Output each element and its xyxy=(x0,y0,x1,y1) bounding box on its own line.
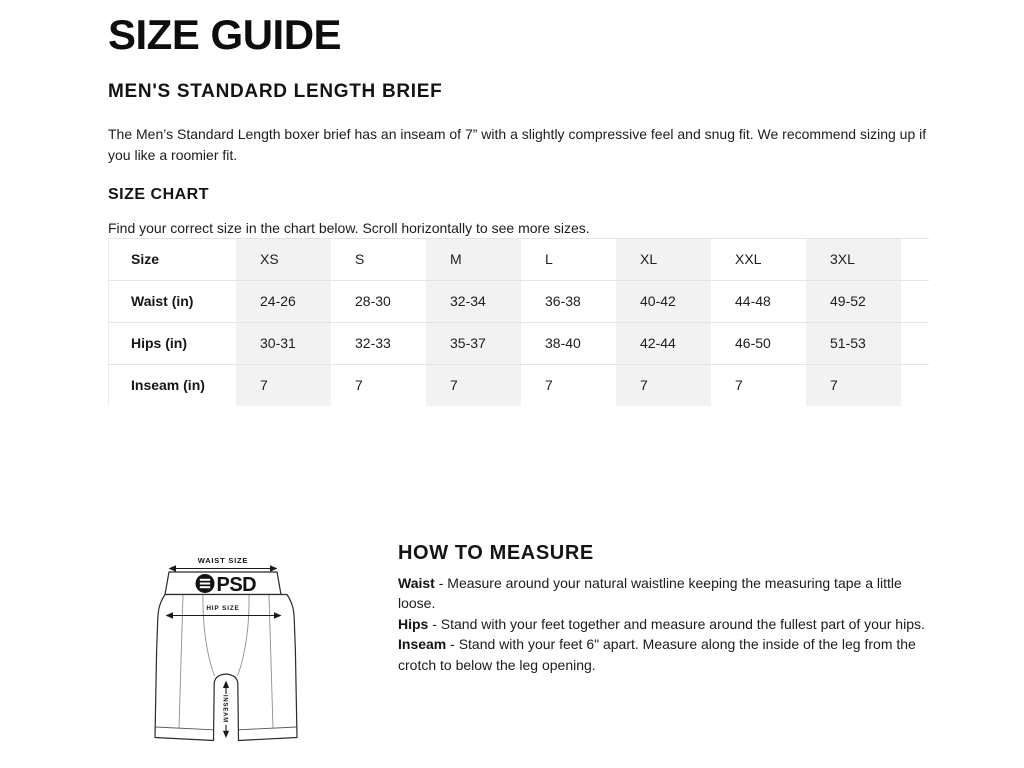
inseam-cell-3xl: 7 xyxy=(806,364,901,406)
column-header-s: S xyxy=(331,238,426,280)
row-label-hips: Hips (in) xyxy=(109,322,236,364)
waist-size-label: WAIST SIZE xyxy=(197,555,249,565)
hips-cell-s: 32-33 xyxy=(331,322,426,364)
waist-cell-xxl: 44-48 xyxy=(711,280,806,322)
column-header-clipped xyxy=(901,238,929,280)
inseam-cell-xl: 7 xyxy=(616,364,711,406)
diagram-column xyxy=(108,542,398,751)
hips-cell-3xl: 51-53 xyxy=(806,322,901,364)
column-header-xs: XS xyxy=(236,238,331,280)
measure-item-waist xyxy=(398,573,928,614)
measure-desc-hips: Stand with your feet together and measure around the fullest part of your hips. xyxy=(440,615,925,632)
inseam-cell-xs: 7 xyxy=(236,364,331,406)
column-header-3xl: 3XL xyxy=(806,238,901,280)
waist-cell-xs: 24-26 xyxy=(236,280,331,322)
page-title: SIZE GUIDE xyxy=(108,11,342,58)
waist-cell-xl: 40-42 xyxy=(616,280,711,322)
measure-separator: - xyxy=(428,615,441,632)
product-heading: MEN'S STANDARD LENGTH BRIEF xyxy=(108,81,443,102)
column-header-xl: XL xyxy=(616,238,711,280)
how-to-measure-section xyxy=(108,542,928,751)
measure-desc-waist: Measure around your natural waistline keeping the measuring tape a little loose. xyxy=(398,574,902,612)
briefs-measurement-diagram xyxy=(150,551,310,751)
row-label-inseam: Inseam (in) xyxy=(109,364,236,406)
hips-cell-xl: 42-44 xyxy=(616,322,711,364)
inseam-cell-m: 7 xyxy=(426,364,521,406)
size-table-scroll-area[interactable] xyxy=(108,238,929,406)
table-row-inseam xyxy=(109,364,929,406)
hips-cell-m: 35-37 xyxy=(426,322,521,364)
waist-cell-m: 32-34 xyxy=(426,280,521,322)
waist-arrow xyxy=(169,565,278,571)
measure-separator: - xyxy=(434,574,448,591)
hips-cell-l: 38-40 xyxy=(521,322,616,364)
table-header-row xyxy=(109,238,929,280)
table-row-hips xyxy=(109,322,929,364)
measure-item-hips xyxy=(398,614,928,635)
inseam-cell-l: 7 xyxy=(521,364,616,406)
inseam-label: INSEAM xyxy=(221,694,228,723)
size-table xyxy=(109,238,929,406)
how-to-measure-heading: HOW TO MEASURE xyxy=(398,541,594,564)
inseam-cell-s: 7 xyxy=(331,364,426,406)
row-label-waist: Waist (in) xyxy=(109,280,236,322)
hips-cell-xxl: 46-50 xyxy=(711,322,806,364)
product-description: The Men’s Standard Length boxer brief has an inseam of 7” with a slightly compressive feel and snug fit. We recommend sizing up if you like a roomier fit. xyxy=(108,125,927,163)
measure-term-hips: Hips xyxy=(398,615,429,632)
size-chart-heading: SIZE CHART xyxy=(108,185,209,203)
size-chart-instruction: Find your correct size in the chart below. Scroll horizontally to see more sizes. xyxy=(108,219,590,236)
column-header-xxl: XXL xyxy=(711,238,806,280)
psd-logo-text: PSD xyxy=(216,573,257,596)
measure-item-inseam xyxy=(398,634,928,675)
measure-term-waist: Waist xyxy=(398,574,435,591)
size-guide-page xyxy=(108,0,928,751)
hips-cell-xs: 30-31 xyxy=(236,322,331,364)
column-header-m: M xyxy=(426,238,521,280)
column-header-l: L xyxy=(521,238,616,280)
measure-desc-inseam: Stand with your feet 6" apart. Measure along the inside of the leg from the crotch to below the leg opening. xyxy=(398,636,916,673)
hip-size-label: HIP SIZE xyxy=(206,604,240,612)
size-header-label: Size xyxy=(109,238,236,280)
inseam-cell-clipped xyxy=(901,364,929,406)
hips-cell-clipped xyxy=(901,322,929,364)
inseam-cell-xxl: 7 xyxy=(711,364,806,406)
measure-term-inseam: Inseam xyxy=(398,636,447,653)
table-row-waist xyxy=(109,280,929,322)
how-to-measure-column xyxy=(398,542,928,676)
waist-cell-3xl: 49-52 xyxy=(806,280,901,322)
waist-cell-l: 36-38 xyxy=(521,280,616,322)
measure-separator: - xyxy=(446,636,459,653)
waist-cell-s: 28-30 xyxy=(331,280,426,322)
waist-cell-clipped xyxy=(901,280,929,322)
psd-logo-icon xyxy=(196,574,215,593)
